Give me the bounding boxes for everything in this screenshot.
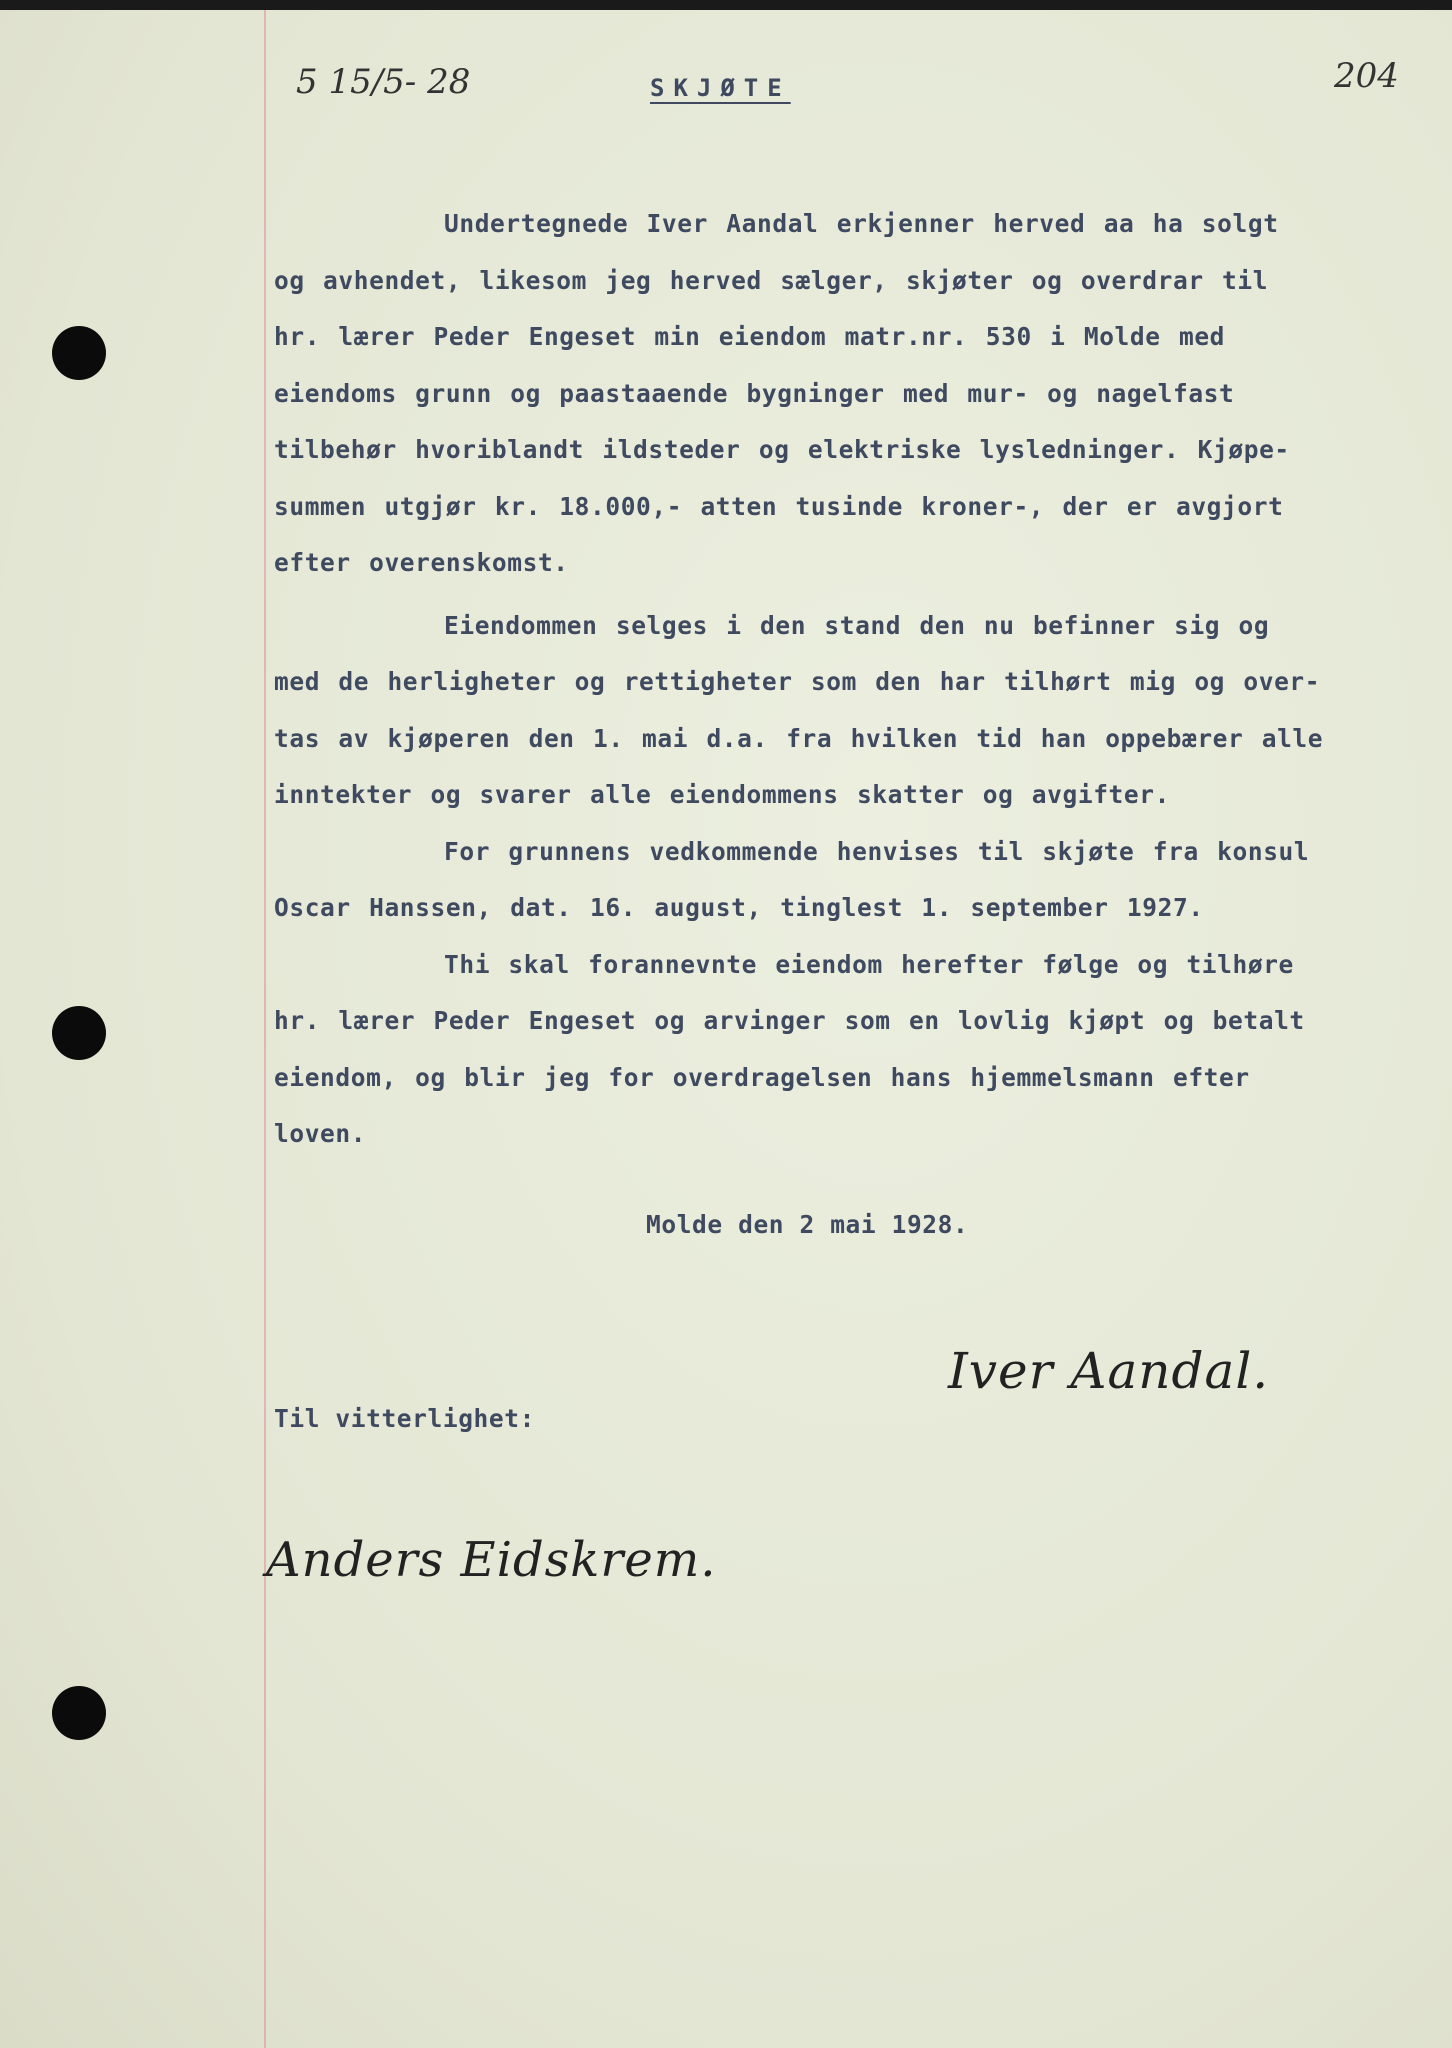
text-line: Thi skal forannevnte eiendom herefter følge og tilhøre: [444, 949, 1294, 979]
text-line: inntekter og svarer alle eiendommens skatter og avgifter.: [274, 780, 1170, 809]
punch-hole: [52, 326, 106, 380]
text-line: summen utgjør kr. 18.000,- atten tusinde kroner-, der er avgjort: [274, 491, 1284, 521]
text-line: med de herligheter og rettigheter som den har tilhørt mig og over-: [274, 667, 1321, 696]
witness-label: Til vitterlighet:: [274, 1404, 535, 1433]
text-line: Undertegnede Iver Aandal erkjenner herved aa ha solgt: [444, 209, 1279, 238]
text-line: eiendom, og blir jeg for overdragelsen hans hjemmelsmann efter: [274, 1062, 1250, 1092]
text-line: For grunnens vedkommende henvises til skjøte fra konsul: [444, 836, 1310, 866]
text-line: Oscar Hanssen, dat. 16. august, tinglest 1. september 1927.: [274, 893, 1204, 922]
text-line: hr. lærer Peder Engeset min eiendom matr.nr. 530 i Molde med: [274, 322, 1226, 351]
text-line: loven.: [274, 1119, 367, 1148]
handwritten-date-note: 5 15/5- 28: [296, 62, 471, 102]
text-line: og avhendet, likesom jeg herved sælger, skjøter og overdrar til: [274, 265, 1269, 295]
seller-signature: Iver Aandal.: [948, 1342, 1270, 1400]
text-line: tilbehør hvoriblandt ildsteder og elektriske lysledninger. Kjøpe-: [274, 435, 1290, 464]
margin-rule: [264, 10, 266, 2048]
document-body: [274, 196, 1434, 1163]
document-title: SKJØTE: [650, 74, 791, 102]
text-line: hr. lærer Peder Engeset og arvinger som en lovlig kjøpt og betalt: [274, 1006, 1305, 1035]
document-page: [0, 10, 1452, 2048]
witness-signature: Anders Eidskrem.: [266, 1532, 717, 1588]
text-line: Eiendommen selges i den stand den nu befinner sig og: [444, 610, 1270, 640]
page-number: 204: [1334, 56, 1399, 96]
text-line: eiendoms grunn og paastaaende bygninger med mur- og nagelfast: [274, 378, 1235, 408]
text-line: efter overenskomst.: [274, 548, 569, 577]
text-line: tas av kjøperen den 1. mai d.a. fra hvilken tid han oppebærer alle: [274, 723, 1324, 753]
punch-hole: [52, 1686, 106, 1740]
place-date: Molde den 2 mai 1928.: [646, 1210, 969, 1239]
punch-hole: [52, 1006, 106, 1060]
